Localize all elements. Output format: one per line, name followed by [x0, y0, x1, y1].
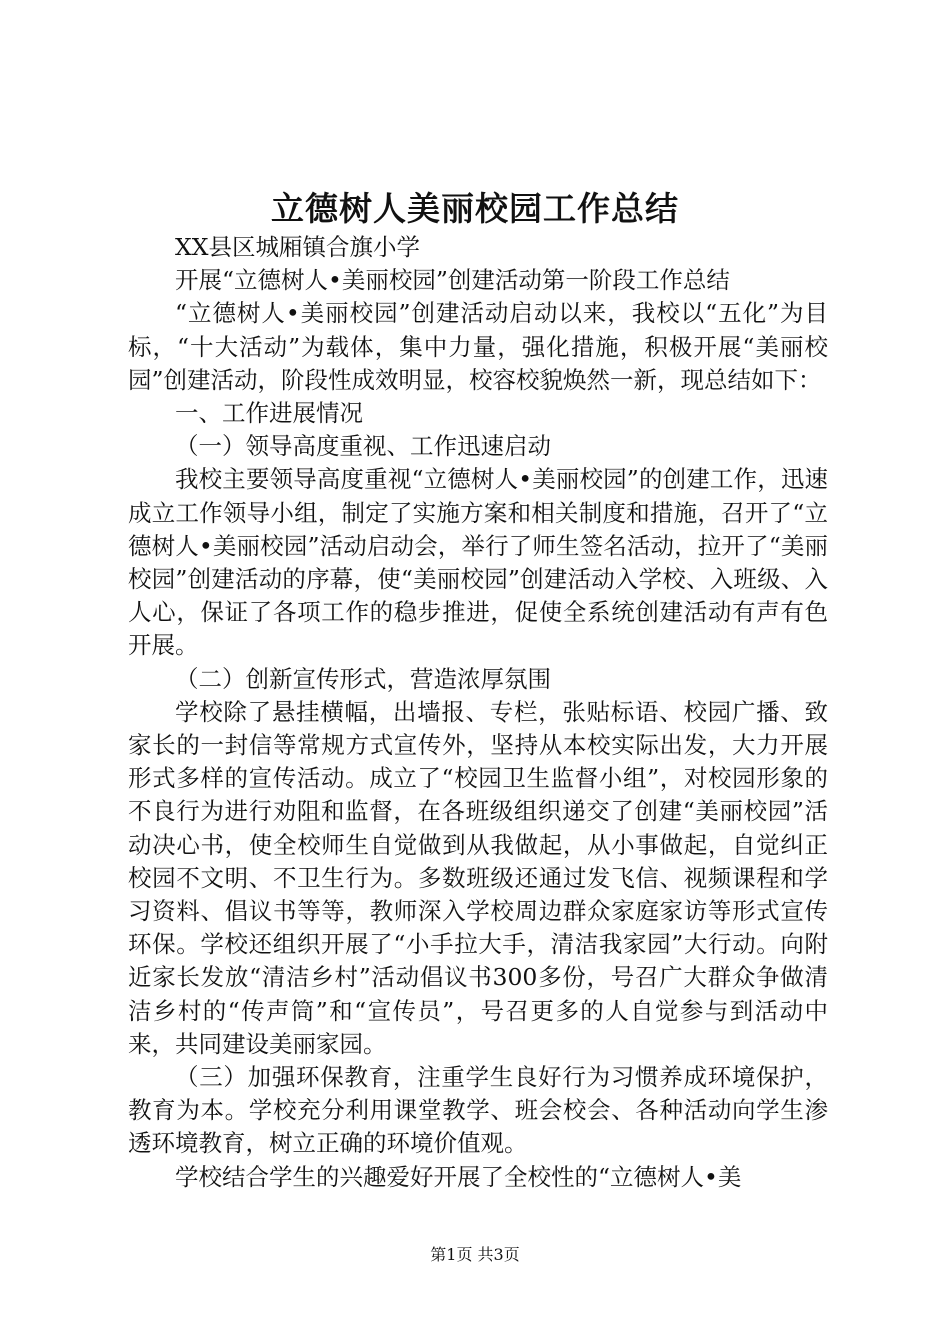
section-heading-1: 一、工作进展情况 [175, 399, 363, 428]
paragraph-publicity: 学校除了悬挂横幅，出墙报、专栏，张贴标语、校园广播、致家长的一封信等常规方式宣传外，坚持从本校实际出发，大力开展形式多样的宣传活动。成立了“校园卫生监督小组”，对校园形象的不良行为进行劝阻和监督，在各班级组织递交了创建“美丽校园”活动决心书，使全校师生自觉做到从我做起，从小事做起，自觉纠正校园不文明、不卫生行为。多数班级还通过发飞信、视频课程和学习资料、倡议书等等，教师深入学校周边群众家庭家访等形式宣传环保。学校还组织开展了“小手拉大手，清洁我家园”大行动。向附近家长发放“清洁乡村”活动倡议书300多份，号召广大群众争做清洁乡村的“传声筒”和“宣传员”，号召更多的人自觉参与到活动中来，共同建设美丽家园。 [128, 697, 828, 1058]
subsection-heading-1: （一）领导高度重视、工作迅速启动 [175, 432, 551, 461]
intro-paragraph: “立德树人•美丽校园”创建活动启动以来，我校以“五化”为目标，“十大活动”为载体，集中力量，强化措施，积极开展“美丽校园”创建活动，阶段性成效明显，校容校貌焕然一新，现总结如下： [128, 299, 828, 394]
paragraph-activities: 学校结合学生的兴趣爱好开展了全校性的“立德树人•美 [175, 1162, 742, 1191]
subsection-heading-2: （二）创新宣传形式，营造浓厚氛围 [175, 664, 551, 693]
document-title: 立德树人美丽校园工作总结 [271, 189, 679, 228]
school-name: XX县区城厢镇合旗小学 [175, 233, 420, 261]
paragraph-environment-education: （三）加强环保教育，注重学生良好行为习惯养成环境保护，教育为本。学校充分利用课堂教学、班会校会、各种活动向学生渗透环境教育，树立正确的环境价值观。 [128, 1063, 828, 1158]
document-body [128, 231, 828, 1194]
subtitle: 开展“立德树人•美丽校园”创建活动第一阶段工作总结 [175, 266, 730, 295]
page-number: 第1页 共3页 [430, 1245, 520, 1264]
paragraph-leadership: 我校主要领导高度重视“立德树人•美丽校园”的创建工作，迅速成立工作领导小组，制定了实施方案和相关制度和措施，召开了“立德树人•美丽校园”活动启动会，举行了师生签名活动，拉开了“美丽校园”创建活动的序幕，使“美丽校园”创建活动入学校、入班级、入人心，保证了各项工作的稳步推进，促使全系统创建活动有声有色开展。 [128, 465, 828, 660]
